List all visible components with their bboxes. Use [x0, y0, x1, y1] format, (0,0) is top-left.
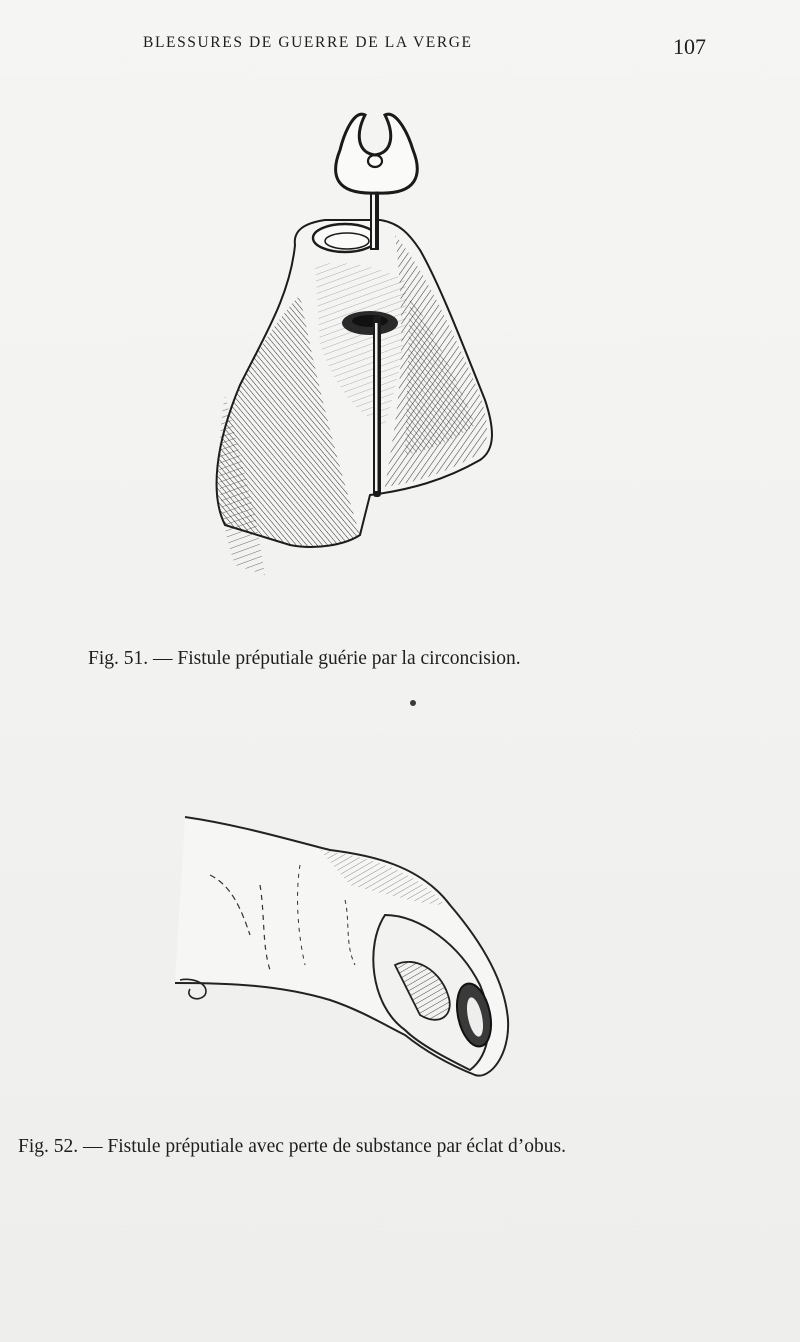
- running-header: [0, 0, 800, 80]
- figure-52-illustration: [170, 805, 520, 1095]
- figure-51-illustration: [195, 95, 525, 595]
- figure-51-caption: Fig. 51. — Fistule préputiale guérie par la circoncision.: [88, 648, 521, 669]
- running-title: BLESSURES DE GUERRE DE LA VERGE: [143, 34, 473, 51]
- page-number: 107: [673, 34, 706, 59]
- figure-52-drawing: [170, 805, 520, 1095]
- print-speck: [410, 700, 416, 706]
- figure-51-drawing: [195, 95, 525, 595]
- figure-52-caption: Fig. 52. — Fistule préputiale avec perte de substance par éclat d’obus.: [18, 1136, 566, 1157]
